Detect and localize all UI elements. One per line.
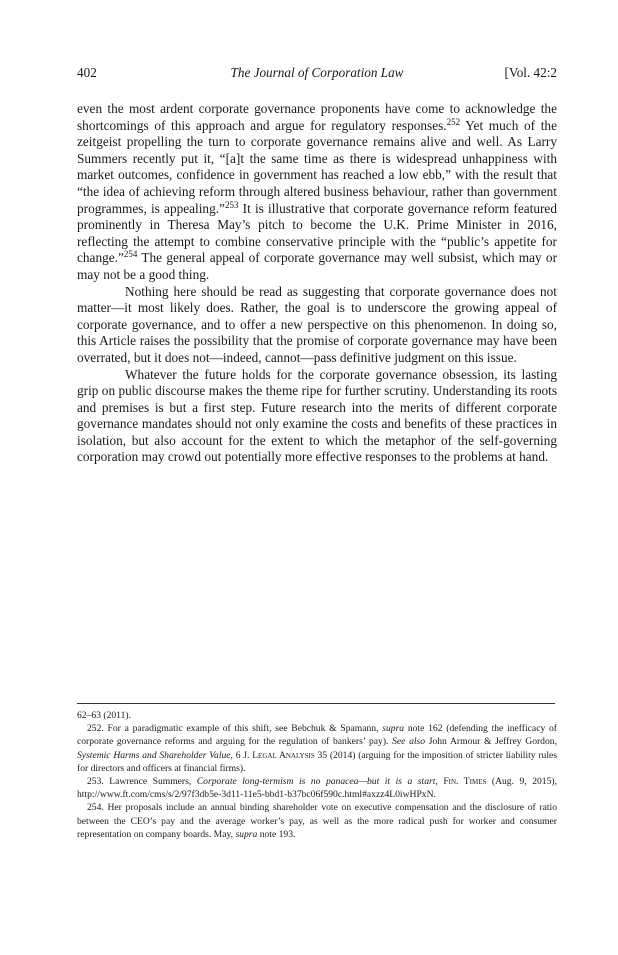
page-number: 402	[77, 65, 97, 80]
fn-italic: See also	[392, 736, 426, 748]
fn-text: John Armour & Jeffrey Gordon,	[425, 736, 557, 748]
paragraph-1	[77, 101, 557, 284]
fn-italic: Systemic Harms and Shareholder Value	[77, 749, 231, 761]
volume-label: [Vol. 42:2	[504, 65, 557, 80]
fn-text: ,	[435, 776, 444, 788]
fn-italic: supra	[382, 723, 405, 735]
footnotes	[77, 709, 557, 841]
fn-text: 252. For a paradigmatic example of this shift, see Bebchuk & Spamann,	[87, 723, 383, 735]
paragraph-2: Nothing here should be read as suggesting that corporate governance does not matter—it most likely does. Rather, the goal is to underscore the growing appeal of corporate governance, and to offer a new perspective on this phenomenon. In doing so, this Article raises the possibility that the promise of corporate governance may have been overrated, but it does not—indeed, cannot—pass definitive judgment on this issue.	[77, 283, 557, 365]
fn-text: note 193.	[257, 828, 296, 840]
running-header	[77, 65, 557, 83]
footnote-ref-254[interactable]: 254	[123, 249, 138, 260]
fn-text: 254. Her proposals include an annual binding shareholder vote on executive compensation and the disclosure of ratio between the CEO’s pay and the average worker’s pay, as well as the more radical push for worker and consumer representation on company boards. May,	[77, 802, 557, 840]
footnote-252	[77, 722, 557, 775]
fn-text: note 162 (defending the inefficacy of corporate governance reforms and arguing for the regulation of bankers’ pay).	[77, 723, 557, 748]
fn-italic: Corporate long-termism is no panacea—but it is a start	[196, 776, 436, 788]
fn-text: 253. Lawrence Summers,	[87, 776, 197, 788]
paragraph-3: Whatever the future holds for the corporate governance obsession, its lasting grip on public discourse makes the theme ripe for further scrutiny. Understanding its roots and premises is but a first step. Future research into the merits of different corporate governance mandates should not only examine the costs and benefits of these practices in isolation, but also account for the extent to which the metaphor of the self-governing corporation may crowd out potentially more effective responses to the problems at hand.	[77, 366, 557, 465]
fn-italic: supra	[235, 828, 258, 840]
text-segment: The general appeal of corporate governance may well subsist, which may or may not be a good thing.	[77, 250, 557, 282]
text-segment: It is illustrative that corporate governance reform featured prominently in Theresa May’s pitch to become the U.K. Prime Minister in 2016, reflecting the attempt to combine conservative principle with the “public’s appetite for change.”	[77, 200, 557, 266]
footnote-254	[77, 801, 557, 841]
footnote-ref-253[interactable]: 253	[224, 199, 239, 210]
text-segment: even the most ardent corporate governance proponents have come to acknowledge the shortcomings of this approach and argue for regulatory responses.	[77, 101, 557, 133]
journal-title: The Journal of Corporation Law	[230, 65, 404, 80]
text-segment: Yet much of the zeitgeist propelling the turn to corporate governance remains alive and well. As Larry Summers recently put it, “[a]t the same time as there is widespread unhappiness with market outcomes, confidence in government has reached a low ebb,” with the result that “the idea of achieving reform through altered business behaviour, rather than government programmes, is appealing.”	[77, 117, 557, 216]
footnote-divider	[77, 703, 555, 704]
fn-text: 35 (2014) (arguing for the imposition of stricter liability rules for directors and officers at financial firms).	[77, 749, 558, 774]
fn-text: , 6 J.	[230, 749, 253, 761]
footnote-ref-252[interactable]: 252	[446, 116, 461, 127]
fn-text: (Aug. 9, 2015), http://www.ft.com/cms/s/2/97f3db5e-3d11-11e5-bbd1-b37bc06f590c.html#axzz4L0iwHPxN.	[77, 776, 557, 801]
main-text	[77, 101, 557, 466]
footnote-continuation: 62–63 (2011).	[77, 710, 132, 721]
fn-smallcaps: Fin. Times	[443, 776, 487, 788]
fn-smallcaps: Legal Analysis	[252, 749, 315, 761]
footnote-253	[77, 775, 557, 801]
